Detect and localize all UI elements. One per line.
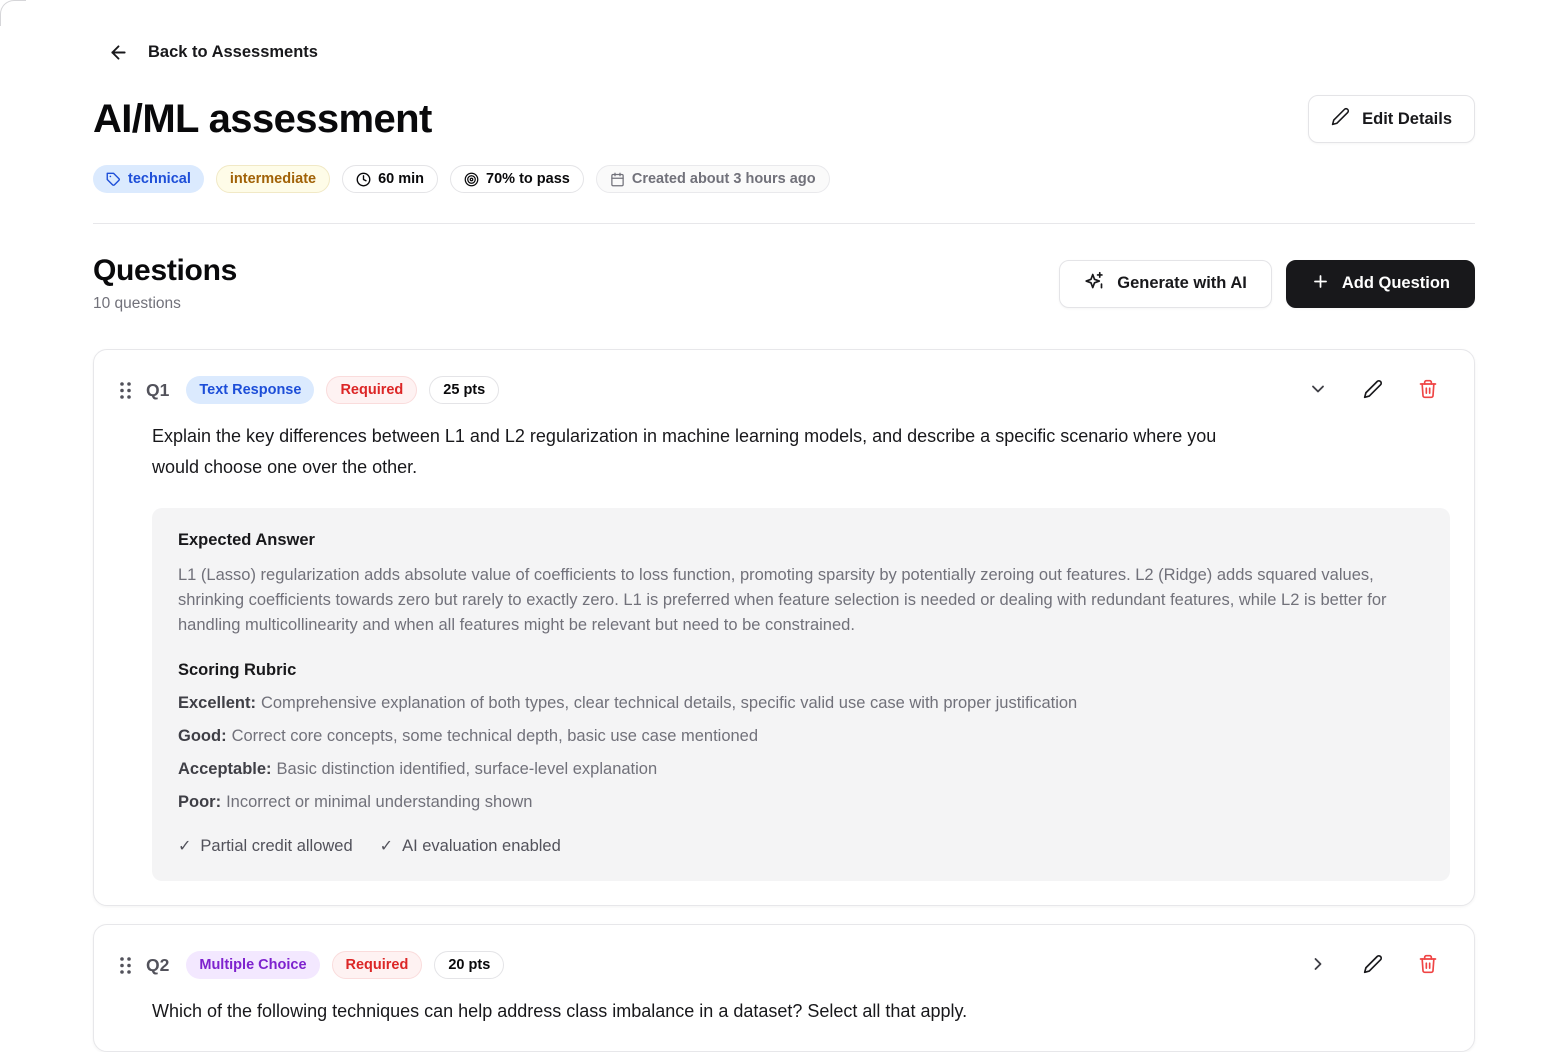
edit-question-button[interactable] bbox=[1363, 379, 1383, 402]
expected-answer-body: L1 (Lasso) regularization adds absolute value of coefficients to loss function, promoting sparsity by potentially zeroing out features. L2 (Ridge) adds squared values, shrinking coefficients towards zero but rarely to exactly zero. L1 is preferred when feature selection is needed or dealing with redundant features, while L2 is better for handling multicollinearity and when all features might be relevant but need to be constrained. bbox=[178, 566, 1387, 634]
back-to-assessments-link[interactable] bbox=[93, 0, 1475, 63]
points-badge: 20 pts bbox=[434, 951, 504, 979]
pass-badge-label: 70% to pass bbox=[486, 171, 570, 187]
level-badge bbox=[216, 165, 330, 193]
pencil-icon bbox=[1331, 107, 1350, 131]
points-badge: 25 pts bbox=[429, 376, 499, 404]
question-number: Q1 bbox=[146, 379, 170, 400]
trash-icon bbox=[1418, 954, 1438, 977]
level-badge-label: intermediate bbox=[229, 171, 317, 187]
flag-label: Partial credit allowed bbox=[200, 836, 353, 855]
required-badge: Required bbox=[326, 376, 417, 404]
chevron-right-icon bbox=[1308, 954, 1328, 977]
question-prompt: Explain the key differences between L1 and L2 regularization in machine learning models, and describe a specific scenario where you would choose one over the other. bbox=[152, 426, 1217, 477]
add-question-label: Add Question bbox=[1341, 274, 1450, 292]
tag-icon bbox=[106, 172, 121, 187]
chevron-down-icon bbox=[1308, 379, 1328, 402]
created-badge-label: Created about 3 hours ago bbox=[631, 171, 816, 187]
scoring-rubric-heading: Scoring Rubric bbox=[178, 661, 297, 679]
delete-question-button[interactable] bbox=[1418, 379, 1438, 402]
page-title: AI/ML assessment bbox=[93, 96, 432, 141]
back-link-label: Back to Assessments bbox=[148, 43, 318, 61]
generate-with-ai-button[interactable] bbox=[1059, 260, 1272, 308]
rubric-text: Correct core concepts, some technical depth, basic use case mentioned bbox=[231, 727, 759, 745]
header-divider bbox=[93, 223, 1475, 224]
rubric-item-poor bbox=[178, 793, 1424, 812]
questions-count: 10 questions bbox=[93, 295, 181, 312]
drag-handle[interactable] bbox=[118, 953, 133, 978]
expected-answer-heading: Expected Answer bbox=[178, 531, 315, 549]
question-type-badge: Multiple Choice bbox=[186, 951, 319, 979]
rubric-label: Good: bbox=[178, 727, 227, 745]
drag-handle[interactable] bbox=[118, 378, 133, 403]
add-question-button[interactable] bbox=[1286, 260, 1475, 308]
edit-details-label: Edit Details bbox=[1362, 109, 1452, 128]
created-badge bbox=[596, 165, 830, 193]
rubric-text: Incorrect or minimal understanding shown bbox=[226, 793, 533, 811]
duration-badge-label: 60 min bbox=[378, 171, 425, 187]
question-prompt: Which of the following techniques can help address class imbalance in a dataset? Select all that apply. bbox=[152, 1001, 968, 1021]
plus-icon bbox=[1311, 272, 1330, 296]
trash-icon bbox=[1418, 379, 1438, 402]
window-corner bbox=[0, 0, 26, 26]
ai-evaluation-flag bbox=[380, 836, 561, 856]
question-card-q1 bbox=[93, 349, 1475, 906]
rubric-label: Excellent: bbox=[178, 694, 256, 712]
rubric-label: Poor: bbox=[178, 793, 222, 811]
tag-badge bbox=[93, 165, 204, 193]
calendar-icon bbox=[610, 172, 625, 187]
generate-with-ai-label: Generate with AI bbox=[1117, 274, 1247, 292]
rubric-item-excellent bbox=[178, 694, 1424, 713]
question-card-q2 bbox=[93, 924, 1475, 1052]
rubric-label: Acceptable: bbox=[178, 760, 272, 778]
edit-question-button[interactable] bbox=[1363, 954, 1383, 977]
rubric-text: Comprehensive explanation of both types, clear technical details, specific valid use case with proper justification bbox=[260, 694, 1078, 712]
question-number: Q2 bbox=[146, 954, 170, 975]
pencil-icon bbox=[1363, 954, 1383, 977]
collapse-question-button[interactable] bbox=[1308, 379, 1328, 402]
required-badge: Required bbox=[332, 951, 423, 979]
partial-credit-flag bbox=[178, 836, 353, 856]
check-icon: ✓ bbox=[379, 838, 394, 855]
question-type-badge: Text Response bbox=[186, 376, 314, 404]
pass-threshold-badge bbox=[450, 165, 584, 193]
flag-label: AI evaluation enabled bbox=[402, 836, 561, 855]
rubric-text: Basic distinction identified, surface-level explanation bbox=[276, 760, 658, 778]
expand-question-button[interactable] bbox=[1308, 954, 1328, 977]
rubric-item-acceptable bbox=[178, 760, 1424, 779]
answer-panel bbox=[152, 508, 1450, 881]
delete-question-button[interactable] bbox=[1418, 954, 1438, 977]
tag-badge-label: technical bbox=[128, 171, 191, 187]
edit-details-button[interactable] bbox=[1308, 95, 1475, 143]
questions-heading: Questions bbox=[93, 254, 237, 287]
rubric-item-good bbox=[178, 727, 1424, 746]
duration-badge bbox=[342, 165, 438, 193]
arrow-left-icon bbox=[108, 42, 129, 63]
sparkles-icon bbox=[1084, 271, 1105, 297]
clock-icon bbox=[356, 172, 371, 187]
check-icon: ✓ bbox=[178, 838, 192, 855]
pencil-icon bbox=[1363, 379, 1383, 402]
target-icon bbox=[464, 172, 479, 187]
